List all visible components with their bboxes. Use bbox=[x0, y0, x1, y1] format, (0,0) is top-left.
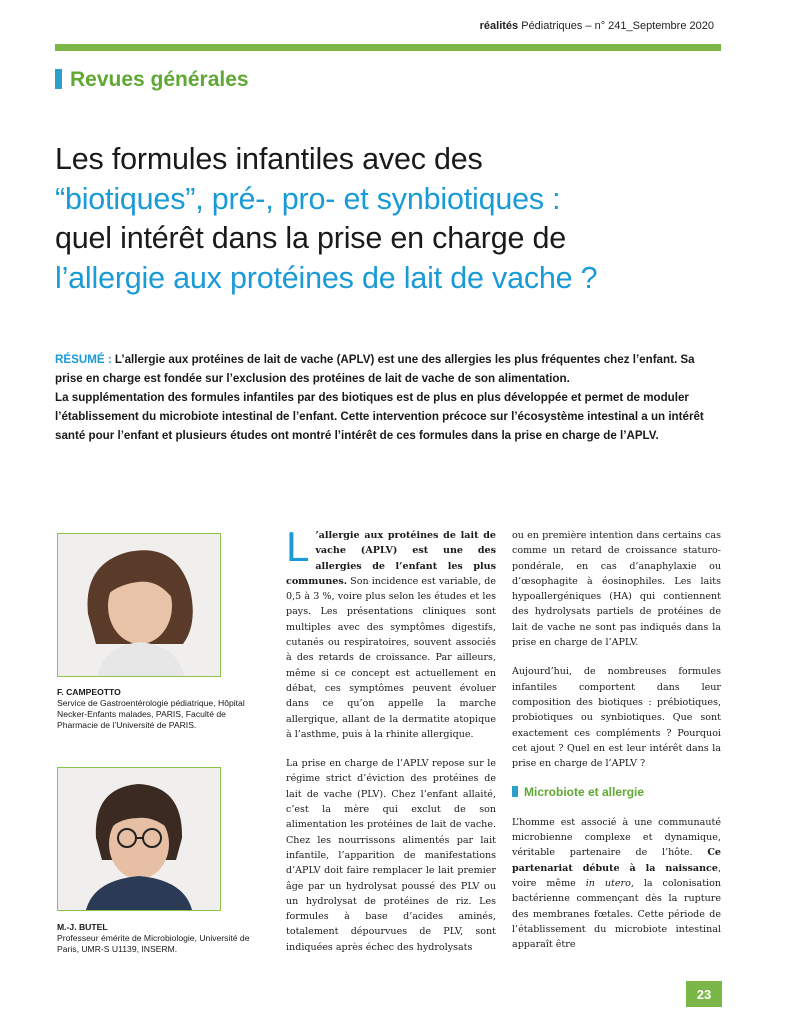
abstract-text-1: L’allergie aux protéines de lait de vache (APLV) est une des allergies les plus fréquentes chez l’enfant. Sa prise en charge est fondée sur l’exclusion des protéines de lait de vache de son alimentation. bbox=[55, 353, 695, 385]
subheading-text: Microbiote et allergie bbox=[524, 785, 645, 800]
article-title bbox=[55, 140, 755, 298]
body-column-2 bbox=[512, 528, 721, 966]
author-info-1 bbox=[57, 687, 257, 731]
running-header bbox=[480, 20, 714, 32]
issue-info: Pédiatriques – n° 241_Septembre 2020 bbox=[518, 20, 714, 32]
section-label bbox=[55, 68, 249, 92]
body-paragraph-3: ou en première intention dans certains cas comme un retard de croissance staturo-pondérale, en cas d’anaphylaxie ou d’œsophagite à éosinophiles. Les laits hypoallergéniques (HA) qui contiennent des hydrolysats partiels de protéines de lait de vache ne sont pas indiqués dans la prise en charge de l’APLV. bbox=[512, 530, 721, 649]
subheading-marker bbox=[512, 786, 518, 797]
author-photo-butel bbox=[57, 767, 221, 911]
drop-cap: L bbox=[286, 523, 310, 570]
section-marker bbox=[55, 69, 62, 89]
body-text: Son incidence est variable, de 0,5 à 3 %, voire plus selon les études et les pays. Les présentations cliniques sont multiples avec des symptômes digestifs, cutanés ou respiratoires, souvent associés à des retards de croissance. Par ailleurs, même si ce concept est actuellement en débat, ces symptômes peuvent évoluer dans ce qu’on appelle la marche allergique, allant de la dermatite atopique à l’asthme, puis à la rhinite allergique. bbox=[286, 575, 496, 740]
body-paragraph-5 bbox=[512, 815, 721, 953]
body-text: , voire même bbox=[512, 862, 721, 889]
body-text: L’homme est associé à une communauté microbienne complexe et dynamique, véritable partenaire de l’hôte. bbox=[512, 816, 721, 859]
emphasis-text: Ce partenariat débute à la naissance bbox=[512, 847, 721, 874]
author-info-2 bbox=[57, 922, 257, 955]
body-paragraph-4: Aujourd’hui, de nombreuses formules infantiles comportent dans leur composition des biotiques : prébiotiques, probiotiques ou synbiotiques. Que sont exactement ces compléments ? Pourquoi cet ajout ? Quel en est leur intérêt dans la prise en charge de l’APLV ? bbox=[512, 666, 721, 770]
italic-text: in utero bbox=[585, 877, 631, 889]
title-line-1: Les formules infantiles avec des bbox=[55, 142, 483, 176]
title-line-2: “biotiques”, pré-, pro- et synbiotiques : bbox=[55, 181, 561, 216]
abstract-paragraph-1 bbox=[55, 350, 722, 388]
subheading bbox=[512, 785, 721, 800]
title-line-3: quel intérêt dans la prise en charge de bbox=[55, 221, 567, 255]
body-paragraph-1 bbox=[286, 523, 496, 742]
abstract-paragraph-2: La supplémentation des formules infantiles par des biotiques est de plus en plus développée et permet de moduler l’établissement du microbiote intestinal de l’enfant. Cette intervention précoce sur l’écosystème intestinal a un intérêt santé pour l’enfant et plusieurs études ont montré l’intérêt de ces formules dans la prise en charge de l’APLV. bbox=[55, 391, 704, 442]
page-number: 23 bbox=[686, 981, 722, 1007]
abstract-label: RÉSUMÉ : bbox=[55, 353, 112, 366]
header-rule bbox=[55, 44, 721, 51]
title-line-4: l’allergie aux protéines de lait de vache ? bbox=[55, 260, 598, 295]
section-label-text: Revues générales bbox=[70, 68, 249, 91]
author-name: F. CAMPEOTTO bbox=[57, 687, 121, 697]
portrait-image bbox=[58, 534, 220, 676]
body-paragraph-2: La prise en charge de l’APLV repose sur le régime strict d’éviction des protéines de lait de vache (PLV). Chez l’enfant allaité, c’est la mère qui exclut de son alimentation les protéines de lait de vache. Chez les nourrissons alimentés par lait infantile, l’apparition de manifestations d’APLV doit faire remplacer le lait premier âge par un hydrolysat poussé des PLV ou un hydrolysat de protéines de riz. Les formules à base d’acides aminés, totalement dépourvues de PLV, sont indiquées après échec des hydrolysats bbox=[286, 758, 496, 953]
author-affiliation: Professeur émérite de Microbiologie, Université de Paris, UMR-S U1139, INSERM. bbox=[57, 933, 250, 954]
body-text: , la colonisation bactérienne commençant dès la rupture des membranes fœtales. Cette période de l’établissement du microbiote intestinal apparaît être bbox=[512, 877, 722, 951]
journal-name: réalités bbox=[479, 20, 519, 32]
author-photo-campeotto bbox=[57, 533, 221, 677]
author-name: M.-J. BUTEL bbox=[57, 922, 108, 932]
lead-text: ’allergie aux protéines de lait de vache (APLV) est une des allergies de l’enfant les plus communes. bbox=[286, 530, 496, 587]
portrait-image bbox=[58, 768, 220, 910]
author-affiliation: Service de Gastroentérologie pédiatrique, Hôpital Necker-Enfants malades, PARIS, Faculté de Pharmacie de l’Université de PARIS. bbox=[57, 698, 245, 730]
abstract bbox=[55, 350, 722, 445]
body-column-1 bbox=[286, 523, 496, 969]
